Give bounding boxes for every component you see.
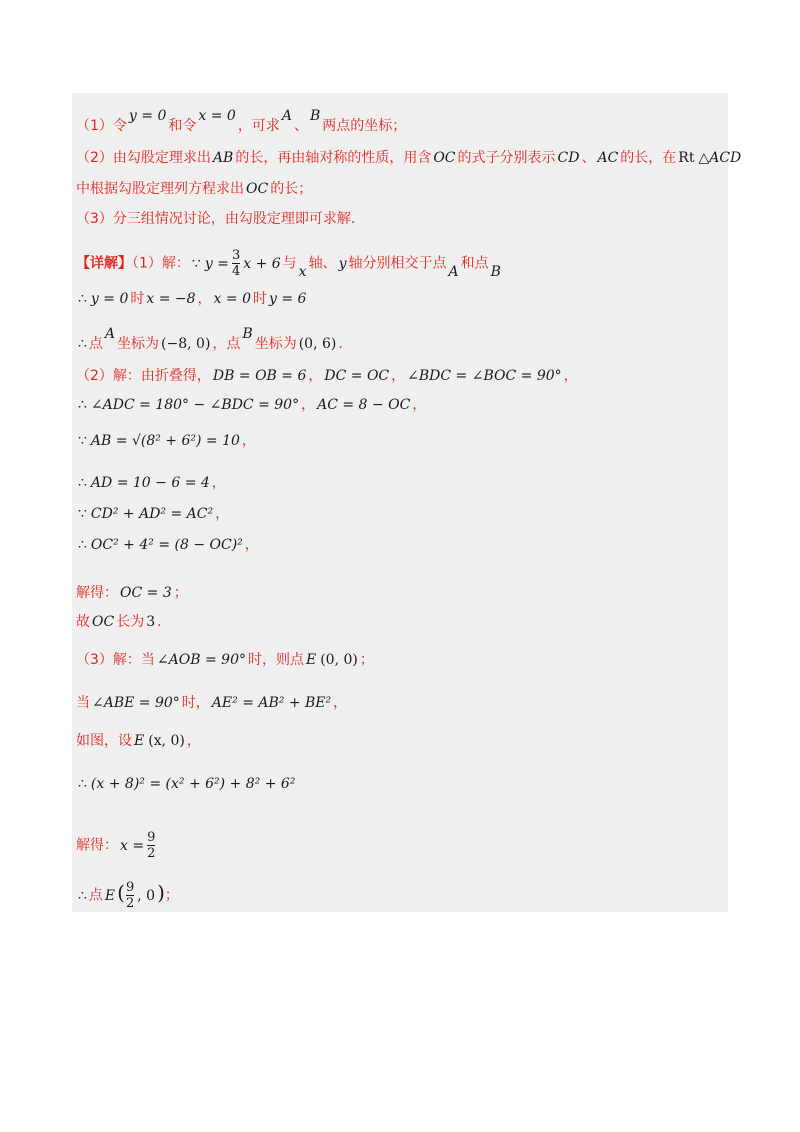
text-segment: ，可求 [237,118,280,134]
math-expression: E [134,733,145,749]
text-segment: 解得： [76,585,118,601]
solution-line [76,534,259,554]
text-segment: . [157,614,162,630]
text-segment: 、 [581,150,596,166]
solution-line [76,692,347,712]
math-expression: OC [246,181,269,197]
text-segment: ∵ [191,255,201,272]
text-segment: Rt [678,150,695,166]
solution-line [76,582,188,602]
math-expression: AB = √(8² + 6²) = 10 [90,433,240,449]
fraction-numerator: 3 [231,248,241,263]
math-expression: OC [92,614,115,630]
text-segment: ∴ [78,887,87,904]
solution-line [76,326,343,353]
solution-line [76,248,503,280]
text-segment: 坐标为 [117,336,160,352]
text-segment: 的长，在 [620,150,677,166]
text-segment: （2）由勾股定理求出 [76,150,211,166]
text-segment: ， [244,537,259,553]
math-expression: A [281,108,292,124]
math-expression: ∠AOB = 90° [156,652,246,668]
fraction-denominator: 2 [147,846,156,861]
text-segment: 轴、 [308,255,337,272]
text-segment: ， [563,368,578,384]
fraction [126,880,134,911]
text-segment: （2）解：由折叠得， [76,368,211,384]
text-segment: 和点 [460,255,489,272]
math-expression: AC = 8 − OC [317,397,411,413]
math-expression: y = 0 [90,291,129,307]
math-expression: AC [597,150,619,166]
text-segment: ∴ [78,291,87,307]
math-expression: x = [120,837,145,854]
text-segment: ∴ [78,397,87,413]
text-segment: 的长，再由轴对称的性质，用含 [235,150,432,166]
text-segment: ， [197,291,212,307]
text-segment: ) [157,880,165,905]
math-expression: x + 6 [243,255,281,272]
fraction-denominator: 4 [231,264,241,279]
text-segment: 如图，设 [76,733,132,749]
text-segment: ， [333,695,348,711]
text-segment: , 0 [137,887,156,904]
text-segment: 时 [130,291,145,307]
fraction [232,248,240,279]
math-expression: B [490,263,501,280]
text-segment: 时， [181,695,210,711]
text-segment: 长为 [116,614,145,630]
math-expression: y = 0 [128,108,167,124]
fraction-numerator: 9 [125,880,135,895]
text-segment: ( [117,880,125,905]
text-segment: ， [391,368,406,384]
text-segment: (x, 0) [148,733,185,749]
solution-line [76,649,374,669]
math-expression: E [104,887,116,904]
text-segment: ， [186,733,201,749]
math-expression: B [242,326,253,342]
text-segment: . [338,336,343,352]
solution-line [76,394,426,414]
text-segment: ； [173,585,188,601]
text-segment: 的式子分别表示 [457,150,556,166]
math-expression: AE² = AB² + BE² [211,695,332,711]
text-segment: 解得： [76,837,118,854]
fraction-denominator: 2 [125,896,135,911]
solution-line [76,472,226,492]
math-expression: y [338,255,347,272]
text-segment: 时 [252,291,267,307]
math-expression: AD = 10 − 6 = 4 [90,475,210,491]
text-segment: 的长； [270,181,313,197]
solution-line [76,730,201,750]
text-segment: 点 [88,887,103,904]
section-label: 【详解】 [76,255,132,272]
fraction-numerator: 9 [147,830,156,845]
solution-line [76,178,312,198]
text-segment: （1）解： [132,255,190,272]
math-expression: ∠BDC = ∠BOC = 90° [407,368,562,384]
text-segment: 与 [282,255,297,272]
solution-line [76,611,162,631]
text-segment: ∴ [78,776,87,792]
math-expression: CD [557,150,580,166]
text-segment: ∴ [78,537,87,553]
text-segment: 点 [88,336,103,352]
math-expression: ∠ADC = 180° − ∠BDC = 90° [90,397,300,413]
solution-line [76,108,406,135]
text-segment: ， [211,475,226,491]
math-expression: OC = 3 [120,585,172,601]
math-expression: y = [204,255,229,272]
text-segment: ∴ [78,336,87,352]
text-segment: ，点 [212,336,241,352]
text-segment: 、 [293,118,308,134]
text-segment: （3）解：当 [76,652,155,668]
solution-line [76,503,229,523]
math-expression: A [448,263,459,280]
math-expression: AB [212,150,234,166]
math-expression: (x + 8)² = (x² + 6²) + 8² + 6² [90,776,296,792]
text-segment: ∵ [78,506,87,522]
math-expression: x [298,263,307,280]
text-segment: 当 [76,695,90,711]
text-segment: ， [301,397,316,413]
math-expression: A [104,326,116,342]
solution-line [76,208,365,228]
math-expression: △ACD [698,150,742,166]
math-expression: x = 0 [198,108,236,124]
text-segment: ， [308,368,323,384]
text-segment: ； [359,652,374,668]
text-segment: 时，则点 [247,652,304,668]
text-segment: (0, 0) [320,652,358,668]
text-segment: 和令 [168,118,197,134]
math-expression: x = 0 [213,291,251,307]
math-expression: y = 6 [268,291,307,307]
text-segment: ， [412,397,427,413]
text-segment: （3）分三组情况讨论，由勾股定理即可求解． [76,211,365,227]
math-expression: B [309,108,321,124]
math-expression: x = −8 [146,291,196,307]
solution-line [76,147,743,167]
text-segment: （1）令 [76,118,127,134]
solution-line [76,776,297,792]
text-segment: 轴分别相交于点 [348,255,447,272]
text-segment: (0, 6) [298,336,337,352]
solution-line [76,288,308,308]
text-segment: 两点的坐标； [322,118,407,134]
math-expression: OC [433,150,456,166]
math-expression: E [305,652,317,668]
text-segment: 坐标为 [254,336,297,352]
text-segment: ， [215,506,230,522]
fraction [147,830,155,861]
solution-line [76,365,578,385]
math-expression: ∠ABE = 90° [92,695,180,711]
math-expression: DC = OC [324,368,390,384]
text-segment: ∴ [78,475,87,491]
solution-line [76,430,256,450]
text-segment: 中根据勾股定理列方程求出 [76,181,244,197]
solution-line [76,830,156,861]
text-segment: (−8, 0) [161,336,211,352]
text-segment: ； [164,887,179,904]
text-segment: ， [241,433,256,449]
math-expression: OC² + 4² = (8 − OC)² [90,537,243,553]
text-segment: 3 [146,614,156,630]
math-expression: DB = OB = 6 [212,368,307,384]
solution-line [76,880,179,911]
math-expression: CD² + AD² = AC² [90,506,214,522]
text-segment: ∵ [78,433,87,449]
text-segment: 故 [76,614,90,630]
